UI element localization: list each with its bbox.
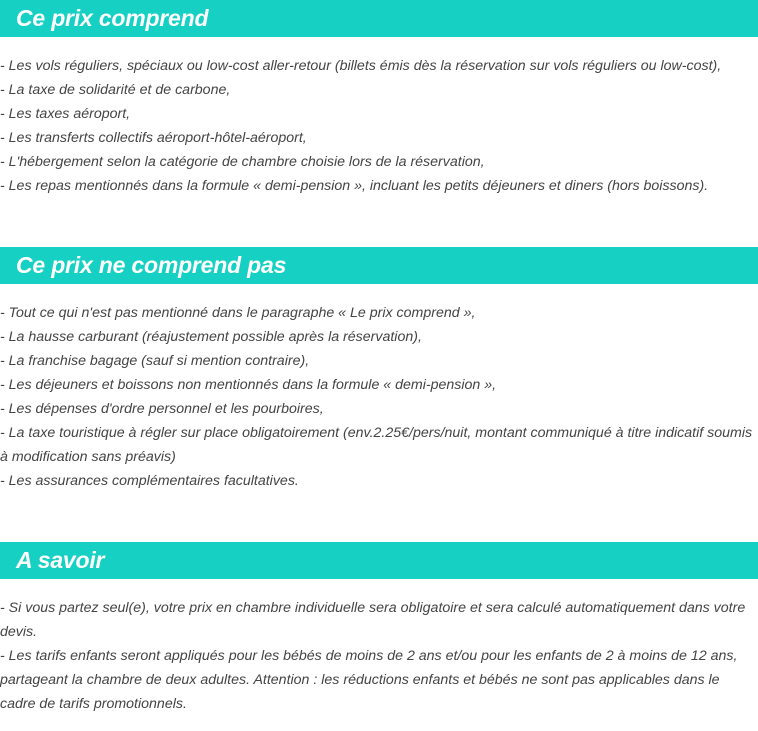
section-header bbox=[0, 247, 758, 284]
list-item: - Les déjeuners et boissons non mentionnés dans la formule « demi-pension », bbox=[0, 377, 497, 393]
list-item: - La hausse carburant (réajustement possible après la réservation), bbox=[0, 329, 422, 345]
section-header bbox=[0, 0, 758, 37]
list-item: - L'hébergement selon la catégorie de chambre choisie lors de la réservation, bbox=[0, 154, 485, 170]
list-item: - Les repas mentionnés dans la formule « demi-pension », incluant les petits déjeuners et diners (hors boissons). bbox=[0, 178, 709, 194]
list-item: - Les vols réguliers, spéciaux ou low-cost aller-retour (billets émis dès la réservation sur vols réguliers ou low-cost), bbox=[0, 58, 722, 74]
list-item: - La franchise bagage (sauf si mention contraire), bbox=[0, 353, 310, 369]
section-ce-prix-ne-comprend-pas bbox=[0, 247, 758, 493]
section-title: A savoir bbox=[16, 547, 105, 573]
section-body bbox=[0, 284, 758, 493]
list-item: - Les transferts collectifs aéroport-hôtel-aéroport, bbox=[0, 130, 307, 146]
section-a-savoir bbox=[0, 542, 758, 716]
list-item: - Si vous partez seul(e), votre prix en chambre individuelle sera obligatoire et sera calculé automatiquement dans votre devis. bbox=[0, 600, 746, 640]
list-item: - Les tarifs enfants seront appliqués pour les bébés de moins de 2 ans et/ou pour les enfants de 2 à moins de 12 ans, partageant la chambre de deux adultes. Attention : les réductions enfants et bébés ne sont pas applicables dans le cadre de tarifs promotionnels. bbox=[0, 648, 738, 712]
section-ce-prix-comprend bbox=[0, 0, 758, 198]
list-item: - La taxe touristique à régler sur place obligatoirement (env.2.25€/pers/nuit, montant communiqué à titre indicatif soumis à modification sans préavis) bbox=[0, 425, 753, 465]
list-item: - Les dépenses d'ordre personnel et les pourboires, bbox=[0, 401, 324, 417]
section-body bbox=[0, 37, 758, 198]
section-title: Ce prix comprend bbox=[16, 5, 209, 31]
section-title: Ce prix ne comprend pas bbox=[16, 252, 287, 278]
list-item: - Les assurances complémentaires facultatives. bbox=[0, 473, 299, 489]
section-body bbox=[0, 579, 758, 716]
list-item: - Les taxes aéroport, bbox=[0, 106, 131, 122]
section-header bbox=[0, 542, 758, 579]
list-item: - La taxe de solidarité et de carbone, bbox=[0, 82, 231, 98]
list-item: - Tout ce qui n'est pas mentionné dans le paragraphe « Le prix comprend », bbox=[0, 305, 476, 321]
